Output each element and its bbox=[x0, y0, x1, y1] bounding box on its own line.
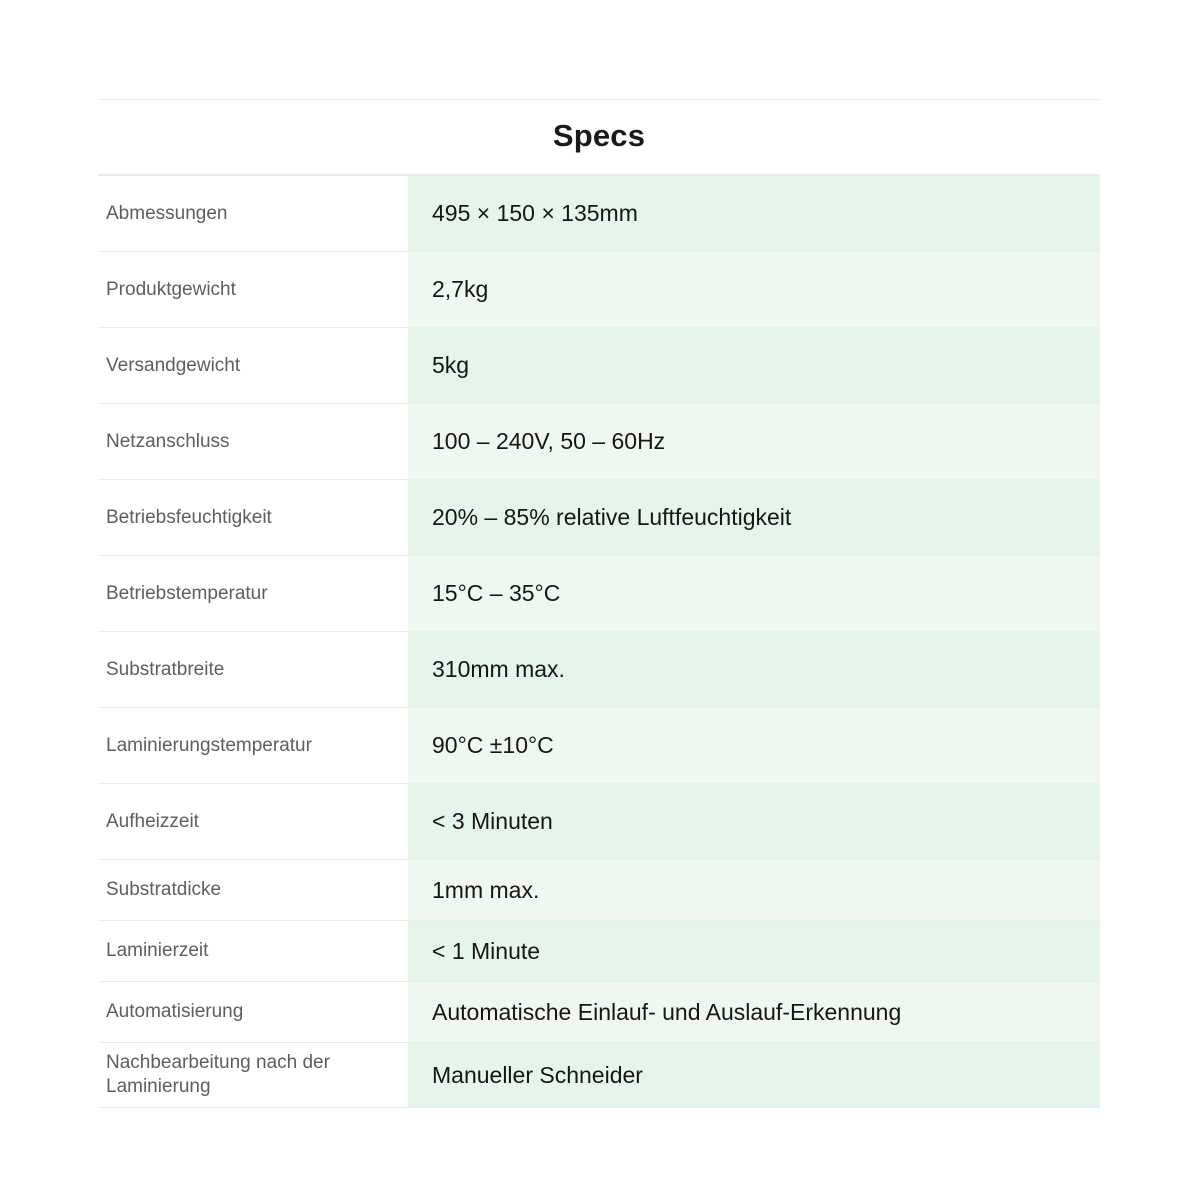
spec-label: Aufheizzeit bbox=[98, 784, 408, 860]
spec-label: Netzanschluss bbox=[98, 404, 408, 480]
spec-value: Automatische Einlauf- und Auslauf-Erkennung bbox=[408, 982, 1100, 1043]
spec-value: 90°C ±10°C bbox=[408, 708, 1100, 784]
specs-section bbox=[98, 99, 1100, 1108]
spec-value: Manueller Schneider bbox=[408, 1043, 1100, 1108]
table-row bbox=[98, 708, 1100, 784]
spec-label: Laminierungstemperatur bbox=[98, 708, 408, 784]
spec-label: Betriebsfeuchtigkeit bbox=[98, 480, 408, 556]
table-row bbox=[98, 176, 1100, 252]
table-row bbox=[98, 252, 1100, 328]
table-row bbox=[98, 921, 1100, 982]
table-row bbox=[98, 860, 1100, 921]
spec-value: 2,7kg bbox=[408, 252, 1100, 328]
spec-value: 495 × 150 × 135mm bbox=[408, 176, 1100, 252]
spec-value: < 1 Minute bbox=[408, 921, 1100, 982]
spec-label: Betriebstemperatur bbox=[98, 556, 408, 632]
spec-label: Substratbreite bbox=[98, 632, 408, 708]
spec-label: Versandgewicht bbox=[98, 328, 408, 404]
spec-value: 1mm max. bbox=[408, 860, 1100, 921]
spec-label: Automatisierung bbox=[98, 982, 408, 1043]
spec-value: 310mm max. bbox=[408, 632, 1100, 708]
table-row bbox=[98, 328, 1100, 404]
spec-value: 20% – 85% relative Luftfeuchtigkeit bbox=[408, 480, 1100, 556]
specs-title: Specs bbox=[98, 100, 1100, 176]
spec-label: Nachbearbeitung nach der Laminierung bbox=[98, 1043, 408, 1108]
table-row bbox=[98, 480, 1100, 556]
spec-label: Produktgewicht bbox=[98, 252, 408, 328]
spec-value: 5kg bbox=[408, 328, 1100, 404]
spec-label: Abmessungen bbox=[98, 176, 408, 252]
specs-table bbox=[98, 176, 1100, 1108]
spec-label: Laminierzeit bbox=[98, 921, 408, 982]
table-row bbox=[98, 1043, 1100, 1108]
table-row bbox=[98, 632, 1100, 708]
table-row bbox=[98, 404, 1100, 480]
table-row bbox=[98, 556, 1100, 632]
spec-value: 100 – 240V, 50 – 60Hz bbox=[408, 404, 1100, 480]
spec-label: Substratdicke bbox=[98, 860, 408, 921]
table-row bbox=[98, 982, 1100, 1043]
table-row bbox=[98, 784, 1100, 860]
spec-value: 15°C – 35°C bbox=[408, 556, 1100, 632]
spec-value: < 3 Minuten bbox=[408, 784, 1100, 860]
